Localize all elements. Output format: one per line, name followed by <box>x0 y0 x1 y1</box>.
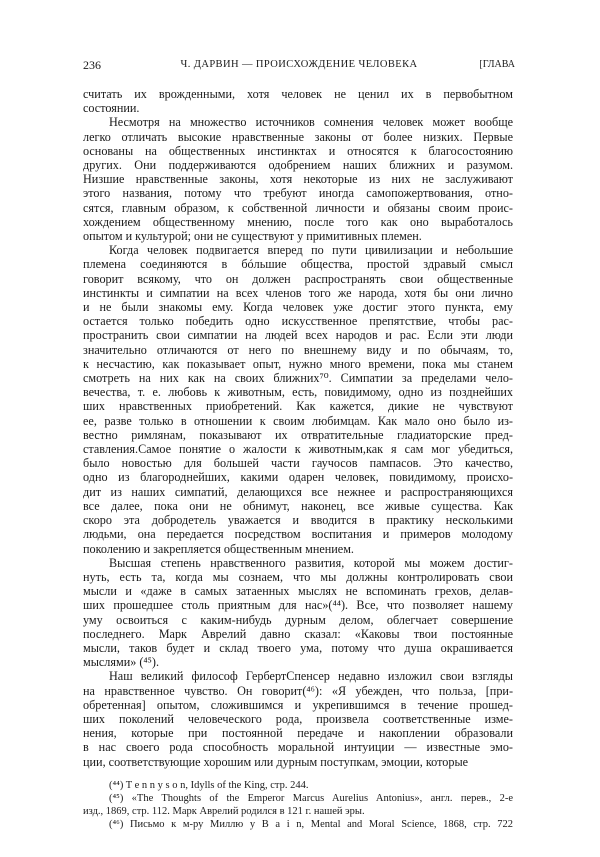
text-line: людьми, она передается посредством воспитания и примеров молодому <box>83 527 513 542</box>
text-line: мысли и «даже в самых затаенных мыслях не вспоминать грехов, делав- <box>83 584 513 599</box>
paragraph <box>83 669 513 768</box>
running-title: Ч. ДАРВИН — ПРОИСХОЖДЕНИЕ ЧЕЛОВЕКА <box>180 59 418 70</box>
text-line: дит из наших симпатий, делающихся все нежнее и распространяющихся <box>83 484 513 499</box>
page-content <box>83 87 513 831</box>
text-line: Низшие нравственные законы, хотя некоторые из них не заслуживают <box>83 172 513 187</box>
text-line: ции, соответствующие хорошим или дурным поступкам, эмоции, которые <box>83 754 469 769</box>
text-line: в нас своего рода способность моральной интуиции — известные эмо- <box>83 740 513 755</box>
text-line: значительно отличаются от него по внешнему виду и по обычаям, то, <box>83 342 513 357</box>
text-line: ее, разве только в отношении к своим любимцам. Как мало оно было из- <box>83 413 513 428</box>
text-line: нения, которые при постоянной передаче и накоплении образовали <box>83 726 513 741</box>
body-text <box>83 87 513 769</box>
text-line: нуть, есть та, когда мы сознаем, что мы должны контролировать свои <box>83 569 513 584</box>
text-line: мыслями» (⁴⁵). <box>83 655 160 670</box>
paragraph <box>83 115 513 243</box>
text-line: Несмотря на множество источников сомнения человек может вообще <box>109 115 513 130</box>
text-line: ставления.Самое понятие о жалости к животным,как я сам мог убедиться, <box>83 442 513 457</box>
text-line: все далее, пока они не обнимут, наконец, все живые существа. Как <box>83 498 513 513</box>
text-line: этого названия, потому что требуют иногда самопожертвования, отно- <box>83 186 513 201</box>
running-header <box>83 58 515 74</box>
text-line: основаны на общественных инстинктах и относятся к благосостоянию <box>83 143 513 158</box>
text-line: остается только победить одно искусственное препятствие, чтобы рас- <box>83 314 513 329</box>
text-line: к несчастию, как показывает опыт, нужно много времени, пока мы станем <box>83 356 513 371</box>
text-line: и не были знакомы ему. Когда человек уже достиг этого пункта, ему <box>83 300 513 315</box>
text-line: Когда человек подвигается вперед по пути цивилизации и небольшие <box>109 243 513 258</box>
text-line: уму освоиться с каким-нибудь дурным делом, облегчает совершение <box>83 612 513 627</box>
footnote: (⁴⁶) Письмо к м-ру Миллю у B a i n, Mental and Moral Science, 1868, стр. 722 <box>109 818 513 830</box>
text-line: состоянии. <box>83 101 140 116</box>
text-line: пространить свои симпатии на людей всех народов и рас. Если эти люди <box>83 328 513 343</box>
text-line: поколению и закрепляется общественным мнением. <box>83 541 354 556</box>
paragraph <box>83 87 513 115</box>
chapter-marker: [ГЛАВА <box>479 59 515 70</box>
text-line: считать их врожденными, хотя человек не ценил их в первобытном <box>83 87 513 101</box>
footnotes <box>83 779 513 831</box>
text-line: мысли, таков будет и склад твоего ума, потому что душа окрашивается <box>83 640 513 655</box>
text-line: ших прошедшее столь приятным для нас»(⁴⁴). Все, что позволяет нашему <box>83 598 513 613</box>
text-line: смотреть на них как на своих ближних⁷⁰. Симпатии за пределами чело- <box>83 371 513 386</box>
text-line: на нравственное чувство. Он говорит(⁴⁶): «Я убежден, что польза, [при- <box>83 683 513 698</box>
text-line: Высшая степень нравственного развития, которой мы можем достиг- <box>109 555 513 570</box>
text-line: обретенная] опытом, сложившимся и укрепившимся в течение прошед- <box>83 697 513 712</box>
text-line: сятся, главным образом, к собственной личности и обязаны своим проис- <box>83 200 513 215</box>
text-line: Наш великий философ ГербертСпенсер недавно изложил свои взгляды <box>109 669 513 684</box>
footnote: (⁴⁴) T e n n y s o n, Idylls of the King, стр. 244. <box>109 779 309 791</box>
footnote: (⁴⁵) «The Thoughts of the Emperor Marcus Aurelius Antonius», англ. перев., 2-е <box>109 792 513 804</box>
text-line: вестно римлянам, показывают их отвратительные гладиаторские пред- <box>83 427 513 442</box>
footnote: изд., 1869, стр. 112. Марк Аврелий родился в 121 г. нашей эры. <box>83 805 365 817</box>
text-line: других. Они поддерживаются одобрением наших ближних и разумом. <box>83 158 513 173</box>
text-line: говорит всякому, что он должен распространять свои общественные <box>83 271 513 286</box>
paragraph <box>83 243 513 555</box>
text-line: ших поколений человеческого рода, произвела соответственные изме- <box>83 711 513 726</box>
text-line: последнего. Марк Аврелий давно сказал: «Каковы твои постоянные <box>83 626 513 641</box>
text-line: легко отличать высокие нравственные законы от более низких. Первые <box>83 129 513 144</box>
text-line: опытом и культурой; они не существуют у примитивных племен. <box>83 229 422 244</box>
paragraph <box>83 556 513 670</box>
text-line: хождением общественному мнению, после того как оно выработалось <box>83 214 513 229</box>
text-line: инстинкты и симпатии на всех членов того же народа, хотя бы они лично <box>83 285 513 300</box>
page-number: 236 <box>83 58 101 72</box>
text-line: племена соединяются в бóльшие общества, простой здравый смысл <box>83 257 513 272</box>
text-line: было новостью для большей части гаучосов пампасов. Это качество, <box>83 456 513 471</box>
text-line: скоро эта добродетель уважается и вводится в практику несколькими <box>83 513 513 528</box>
text-line: ших нравственных приобретений. Как кажется, дикие не чувствуют <box>83 399 513 414</box>
text-line: одно из благороднейших, какими одарен человек, повидимому, происхо- <box>83 470 513 485</box>
text-line: вечества, т. е. любовь к животным, есть, повидимому, одно из позднейших <box>83 385 513 400</box>
